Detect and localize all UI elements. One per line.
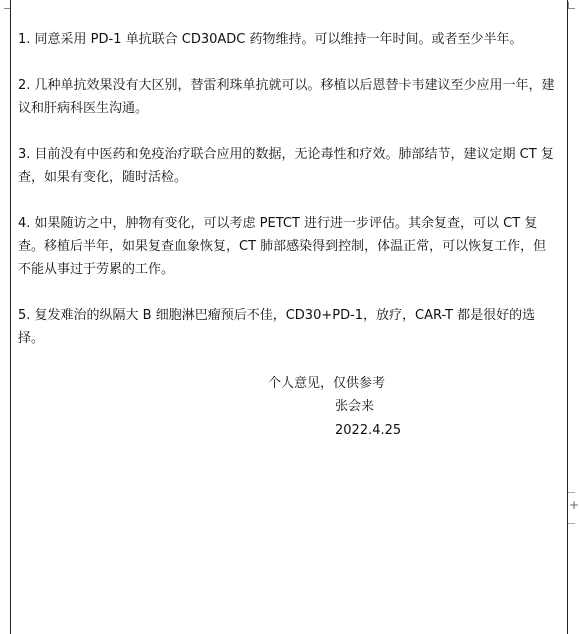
plus-icon[interactable]: + [569, 498, 579, 512]
paragraph-3: 3. 目前没有中医药和免疫治疗联合应用的数据，无论毒性和疗效。肺部结节，建议定期 CT 复查，如果有变化，随时活检。 [18, 147, 554, 185]
top-right-corner-mark [568, 2, 575, 9]
right-margin-line [567, 0, 568, 634]
left-margin-line [10, 0, 11, 634]
paragraph-4: 4. 如果随访之中，肿物有变化，可以考虑 PETCT 进行进一步评估。其余复查，可以 CT 复查。移植后半年，如果复查血象恢复，CT 肺部感染得到控制，体温正常，可以恢复工作，但不能从事过于劳累的工作。 [18, 216, 547, 277]
paragraph-1: 1. 同意采用 PD-1 单抗联合 CD30ADC 药物维持。可以维持一年时间。或者至少半年。 [18, 32, 523, 47]
document-date: 2022.4.25 [335, 423, 402, 438]
paragraph-2: 2. 几种单抗效果没有大区别，替雷利珠单抗就可以。移植以后恩替卡韦建议至少应用一年，建议和肝病科医生沟通。 [18, 78, 555, 116]
paragraph-5: 5. 复发难治的纵隔大 B 细胞淋巴瘤预后不佳，CD30+PD-1，放疗，CAR-T 都是很好的选择。 [18, 308, 536, 346]
document-body [18, 28, 558, 373]
author-name: 张会来 [335, 399, 375, 414]
opinion-note: 个人意见，仅供参考 [268, 376, 386, 391]
